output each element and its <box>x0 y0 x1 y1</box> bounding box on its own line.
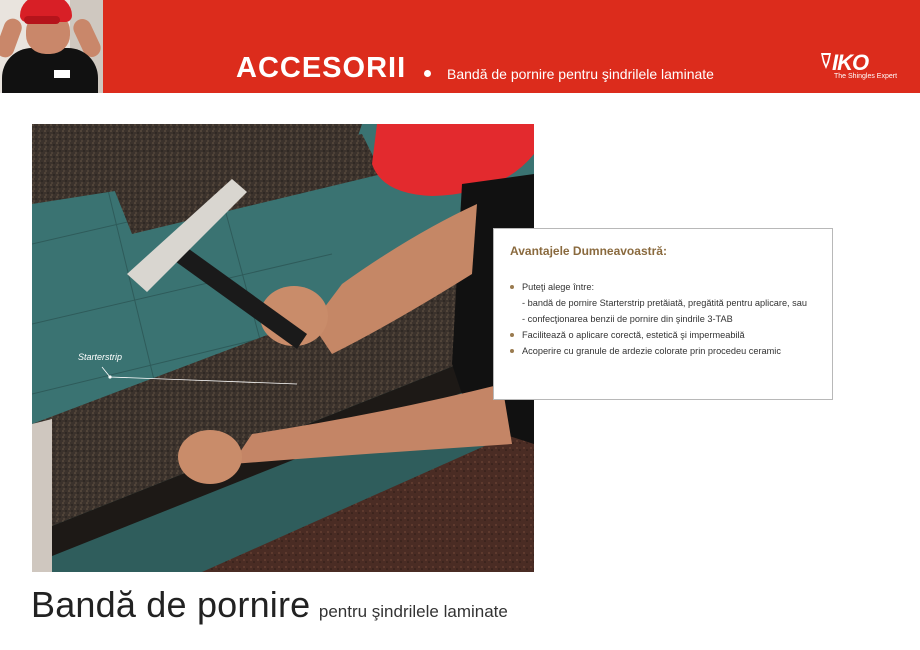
advantages-box <box>493 228 833 400</box>
logo-wordmark: IKO <box>832 50 869 75</box>
list-item <box>510 279 820 327</box>
sub-item: - confecţionarea benzii de pornire din şindrile 3-TAB <box>522 314 733 324</box>
list-item-text: Puteţi alege între: <box>522 282 595 292</box>
list-item-text: Acoperire cu granule de ardezie colorate prin procedeu ceramic <box>522 346 781 356</box>
section-title: ACCESORII <box>236 52 407 84</box>
advantages-title: Avantajele Dumneavoastră: <box>510 244 667 258</box>
advantages-list <box>510 279 820 359</box>
page-caption <box>31 584 508 626</box>
mascot-photo <box>0 0 103 93</box>
list-item-text: Facilitează o aplicare corectă, estetică şi impermeabilă <box>522 330 745 340</box>
caption-secondary: pentru şindrilele laminate <box>318 602 508 621</box>
list-item <box>510 327 820 343</box>
logo-shield-icon <box>820 52 832 70</box>
separator-dot <box>424 70 431 77</box>
roofing-illustration <box>32 124 534 572</box>
bullet-icon <box>510 285 514 289</box>
header-band <box>0 0 920 93</box>
roofing-photo <box>32 124 534 572</box>
section-subtitle: Bandă de pornire pentru şindrilele laminate <box>447 66 714 82</box>
list-item <box>510 343 820 359</box>
bullet-icon <box>510 333 514 337</box>
starterstrip-label: Starterstrip <box>78 352 123 362</box>
caption-main: Bandă de pornire <box>31 584 311 625</box>
sub-item: - bandă de pornire Starterstrip pretăiată, pregătită pentru aplicare, sau <box>522 298 807 308</box>
bullet-icon <box>510 349 514 353</box>
logo-tagline: The Shingles Expert <box>834 73 898 80</box>
iko-logo <box>820 50 904 86</box>
